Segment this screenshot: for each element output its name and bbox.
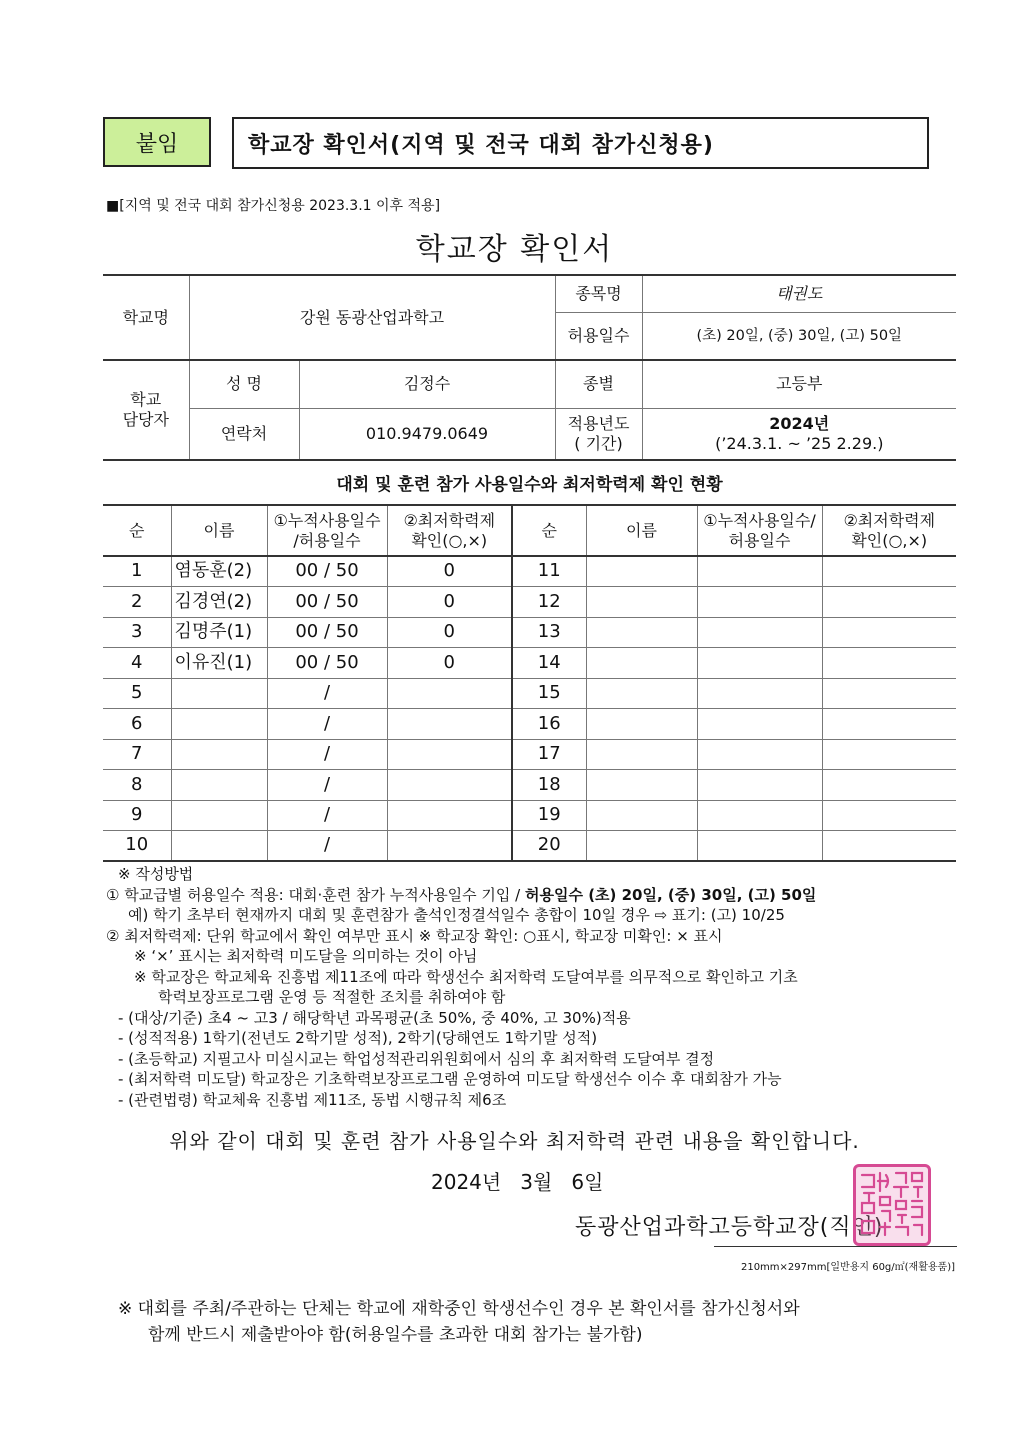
row-days-cell: / [267, 770, 387, 801]
row-days-cell-right [697, 587, 822, 618]
row-min-cell [387, 678, 512, 709]
division-label: 종별 [555, 360, 642, 408]
table-row [103, 678, 956, 709]
contact-label: 연락처 [189, 408, 299, 460]
table-row [103, 617, 956, 648]
note-line: - (초등학교) 지필고사 미실시교는 학업성적관리위원회에서 심의 후 최저학력 도달여부 결정 [118, 1049, 715, 1068]
row-name-cell-right [586, 709, 697, 740]
col-min-header-right [822, 505, 956, 556]
year-value [642, 408, 956, 460]
table-row [103, 556, 956, 587]
footer-line-1: ※ 대회를 주최/주관하는 단체는 학교에 재학중인 학생선수인 경우 본 확인서를 참가신청서와 [118, 1299, 800, 1319]
row-name-cell [171, 831, 267, 862]
row-days-cell-right [697, 800, 822, 831]
year-label-line2: ( 기간) [574, 433, 623, 453]
note-line: ※ 학교장은 학교체육 진흥법 제11조에 따라 학생선수 최저학력 도달여부를 의무적으로 확인하고 기초 [134, 967, 798, 986]
notes-heading: ※ 작성방법 [118, 865, 194, 883]
col-min-header-line1: ②최저학력제 [403, 510, 496, 530]
year-value-line1: 2024년 [769, 413, 830, 433]
note-line [106, 885, 966, 906]
school-name-label: 학교명 [103, 275, 189, 360]
row-name-cell-right [586, 678, 697, 709]
row-no-cell: 7 [103, 739, 171, 770]
document-header-title: 학교장 확인서(지역 및 전국 대회 참가신청용) [232, 117, 929, 169]
row-days-cell-right [697, 739, 822, 770]
division-value: 고등부 [642, 360, 956, 408]
contact-value: 010.9479.0649 [299, 408, 555, 460]
seal-pattern-icon [856, 1167, 928, 1243]
row-name-cell: 김명주(1) [171, 617, 267, 648]
row-no-cell-right: 14 [512, 648, 586, 679]
col-days-header-right-line1: ①누적사용일수/ [703, 510, 816, 530]
table-row [103, 831, 956, 862]
row-no-cell-right: 20 [512, 831, 586, 862]
note-line: - (최저학력 미도달) 학교장은 기초학력보장프로그램 운영하여 미도달 학생선수 이수 후 대회참가 가능 [118, 1070, 782, 1088]
row-name-cell-right [586, 648, 697, 679]
col-no-header: 순 [103, 505, 171, 556]
row-days-cell-right [697, 770, 822, 801]
row-min-cell-right [822, 648, 956, 679]
manager-label-line1: 학교 [130, 390, 162, 409]
row-no-cell: 6 [103, 709, 171, 740]
row-min-cell: 0 [387, 648, 512, 679]
row-days-cell-right [697, 556, 822, 587]
row-min-cell [387, 831, 512, 862]
footer-line-2: 함께 반드시 제출받아야 함(허용일수를 초과한 대회 참가는 불가함) [148, 1325, 643, 1345]
applicability-note: ■[지역 및 전국 대회 참가신청용 2023.3.1 이후 적용] [106, 198, 441, 214]
row-name-cell-right [586, 556, 697, 587]
row-min-cell-right [822, 587, 956, 618]
row-days-cell: / [267, 709, 387, 740]
row-min-cell [387, 709, 512, 740]
row-name-cell [171, 739, 267, 770]
col-min-header [387, 505, 512, 556]
note-line: ② 최저학력제: 단위 학교에서 확인 여부만 표시 ※ 학교장 확인: ○표시, 학교장 미확인: × 표시 [106, 926, 723, 945]
row-name-cell-right [586, 587, 697, 618]
row-days-cell-right [697, 617, 822, 648]
row-no-cell: 1 [103, 556, 171, 587]
status-table [103, 504, 956, 862]
row-no-cell: 5 [103, 678, 171, 709]
paper-spec: 210mm×297mm[일반용지 60g/㎡(재활용품)] [740, 1262, 955, 1273]
row-no-cell-right: 17 [512, 739, 586, 770]
row-no-cell: 10 [103, 831, 171, 862]
row-name-cell: 염동훈(2) [171, 556, 267, 587]
row-days-cell-right [697, 709, 822, 740]
row-name-cell-right [586, 739, 697, 770]
row-min-cell: 0 [387, 587, 512, 618]
school-name-value: 강원 동광산업과학고 [189, 275, 555, 360]
col-days-header-right-line2: 허용일수 [728, 530, 791, 550]
col-name-header-right: 이름 [586, 505, 697, 556]
row-name-cell [171, 770, 267, 801]
col-min-header-right-line1: ②최저학력제 [843, 510, 936, 530]
year-label [555, 408, 642, 460]
note-line: ※ ‘×’ 표시는 최저학력 미도달을 의미하는 것이 아님 [134, 947, 478, 965]
row-days-cell-right [697, 648, 822, 679]
col-days-header [267, 505, 387, 556]
manager-label [103, 360, 189, 460]
table-row [103, 587, 956, 618]
allowed-days-label: 허용일수 [555, 312, 642, 360]
manager-name-value: 김정수 [299, 360, 555, 408]
issue-date: 2024년 3월 6일 [431, 1170, 604, 1194]
row-name-cell-right [586, 800, 697, 831]
col-min-header-line2: 확인(○,×) [411, 530, 488, 550]
manager-label-line2: 담당자 [122, 410, 169, 429]
row-no-cell-right: 19 [512, 800, 586, 831]
row-min-cell-right [822, 831, 956, 862]
row-no-cell: 4 [103, 648, 171, 679]
row-days-cell: 00 / 50 [267, 556, 387, 587]
note-1-text: ① 학교급별 허용일수 적용: 대회·훈련 참가 누적사용일수 기입 / [106, 885, 521, 904]
row-days-cell: / [267, 739, 387, 770]
table-row [103, 709, 956, 740]
row-min-cell [387, 800, 512, 831]
table-row [103, 770, 956, 801]
row-no-cell: 2 [103, 587, 171, 618]
col-days-header-right [697, 505, 822, 556]
col-days-header-line2: /허용일수 [293, 530, 361, 550]
row-no-cell-right: 15 [512, 678, 586, 709]
row-name-cell [171, 800, 267, 831]
sport-value: 태권도 [642, 275, 956, 312]
page-title: 학교장 확인서 [415, 232, 614, 267]
note-line: 예) 학기 초부터 현재까지 대회 및 훈련참가 출석인정결석일수 총합이 10일 경우 ⇨ 표기: (고) 10/25 [128, 906, 785, 924]
row-min-cell-right [822, 678, 956, 709]
note-1-bold: 허용일수 (초) 20일, (중) 30일, (고) 50일 [525, 885, 817, 904]
row-no-cell: 8 [103, 770, 171, 801]
row-no-cell-right: 18 [512, 770, 586, 801]
status-section-title: 대회 및 훈련 참가 사용일수와 최저학력제 확인 현황 [336, 475, 723, 495]
row-days-cell: / [267, 678, 387, 709]
col-min-header-right-line2: 확인(○,×) [851, 530, 928, 550]
row-days-cell: 00 / 50 [267, 617, 387, 648]
attachment-badge: 붙임 [103, 117, 211, 167]
divider [714, 1246, 957, 1247]
principal-signature: 동광산업과학고등학교장(직인) [575, 1215, 884, 1240]
row-name-cell: 이유진(1) [171, 648, 267, 679]
row-no-cell-right: 11 [512, 556, 586, 587]
row-min-cell: 0 [387, 617, 512, 648]
row-min-cell-right [822, 556, 956, 587]
row-min-cell-right [822, 800, 956, 831]
row-no-cell-right: 12 [512, 587, 586, 618]
row-days-cell-right [697, 678, 822, 709]
row-no-cell-right: 16 [512, 709, 586, 740]
note-line: - (관련법령) 학교체육 진흥법 제11조, 동법 시행규칙 제6조 [118, 1090, 507, 1109]
writing-instructions [106, 864, 966, 1110]
col-no-header-right: 순 [512, 505, 586, 556]
row-name-cell: 김경연(2) [171, 587, 267, 618]
row-min-cell-right [822, 709, 956, 740]
row-min-cell [387, 739, 512, 770]
table-row [103, 739, 956, 770]
row-min-cell-right [822, 617, 956, 648]
row-name-cell-right [586, 770, 697, 801]
sport-label: 종목명 [555, 275, 642, 312]
row-name-cell-right [586, 831, 697, 862]
school-info-table [103, 274, 956, 461]
row-no-cell: 3 [103, 617, 171, 648]
note-line: - (성적적용) 1학기(전년도 2학기말 성적), 2학기(당해연도 1학기말 성적) [118, 1029, 598, 1047]
table-row [103, 800, 956, 831]
row-min-cell: 0 [387, 556, 512, 587]
official-seal-stamp [853, 1164, 931, 1246]
note-line: 학력보장프로그램 운영 등 적절한 조치를 취하여야 함 [158, 988, 506, 1006]
row-min-cell-right [822, 770, 956, 801]
row-no-cell-right: 13 [512, 617, 586, 648]
confirmation-statement: 위와 같이 대회 및 훈련 참가 사용일수와 최저학력 관련 내용을 확인합니다. [169, 1129, 860, 1153]
row-days-cell: 00 / 50 [267, 648, 387, 679]
row-min-cell [387, 770, 512, 801]
allowed-days-value: (초) 20일, (중) 30일, (고) 50일 [642, 312, 956, 360]
row-days-cell: / [267, 800, 387, 831]
manager-name-label: 성 명 [189, 360, 299, 408]
year-value-line2: (’24.3.1. ~ ’25 2.29.) [715, 433, 884, 453]
year-label-line1: 적용년도 [567, 413, 630, 433]
footer-note [118, 1296, 800, 1348]
row-min-cell-right [822, 739, 956, 770]
note-line: - (대상/기준) 초4 ~ 고3 / 해당학년 과목평균(초 50%, 중 40%, 고 30%)적용 [118, 1008, 631, 1027]
row-name-cell-right [586, 617, 697, 648]
table-row [103, 648, 956, 679]
row-days-cell: 00 / 50 [267, 587, 387, 618]
col-days-header-line1: ①누적사용일수 [273, 510, 381, 530]
row-days-cell-right [697, 831, 822, 862]
row-days-cell: / [267, 831, 387, 862]
row-name-cell [171, 678, 267, 709]
row-no-cell: 9 [103, 800, 171, 831]
col-name-header: 이름 [171, 505, 267, 556]
row-name-cell [171, 709, 267, 740]
